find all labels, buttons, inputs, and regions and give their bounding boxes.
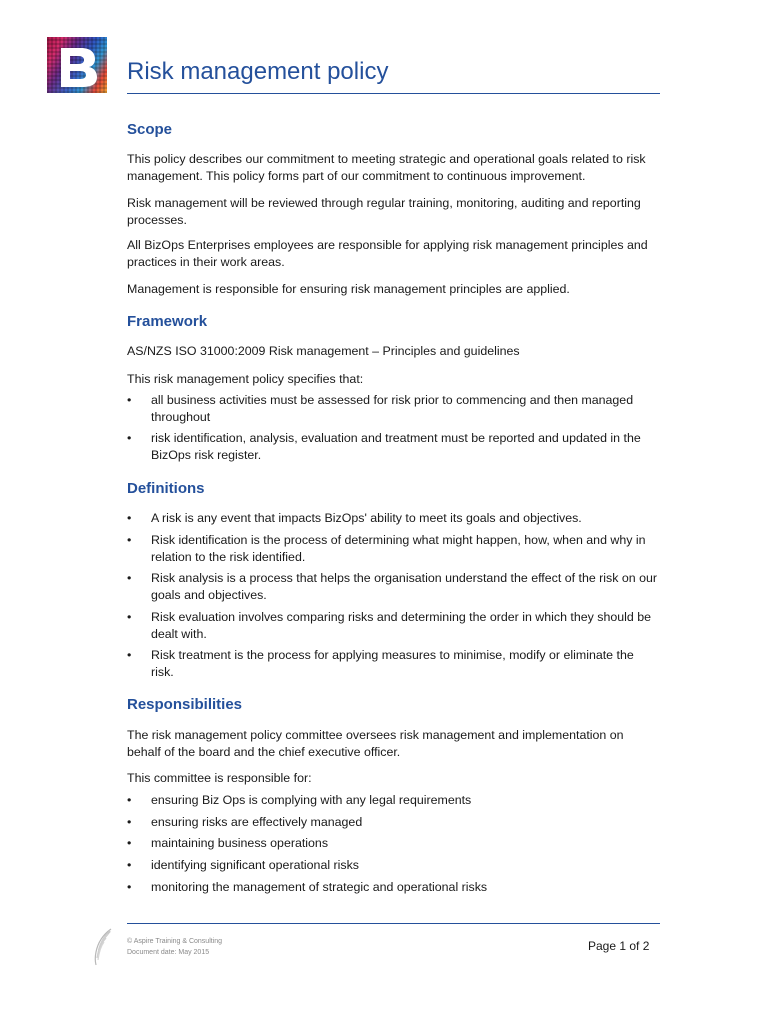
list-item: [127, 879, 657, 896]
page-number: Page 1 of 2: [588, 939, 650, 953]
scope-paragraph: Risk management will be reviewed through regular training, monitoring, auditing and reporting processes.: [127, 196, 641, 227]
list-item: [127, 510, 657, 527]
bullet-icon: •: [127, 610, 132, 624]
list-item: [127, 857, 657, 874]
list-item-text: ensuring Biz Ops is complying with any legal requirements: [151, 793, 472, 807]
bullet-icon: •: [127, 793, 132, 807]
bullet-icon: •: [127, 836, 132, 850]
footer-divider: [127, 923, 660, 924]
bullet-icon: •: [127, 858, 132, 872]
bullet-icon: •: [127, 648, 132, 662]
list-item: [127, 532, 657, 566]
list-item: [127, 570, 657, 604]
list-item-text: monitoring the management of strategic and operational risks: [151, 880, 488, 894]
list-item: [127, 392, 657, 426]
list-item-text: maintaining business operations: [151, 836, 329, 850]
list-item: [127, 814, 657, 831]
list-item-text: identifying significant operational risks: [151, 858, 359, 872]
footer-copyright: © Aspire Training & Consulting: [127, 938, 223, 945]
feather-icon: [92, 928, 114, 966]
definitions-heading: Definitions: [127, 480, 205, 497]
bullet-icon: •: [127, 533, 132, 547]
list-item-text: ensuring risks are effectively managed: [151, 815, 363, 829]
list-item: [127, 430, 657, 464]
bullet-icon: •: [127, 880, 132, 894]
company-logo: [47, 37, 107, 93]
list-item-text: Risk analysis is a process that helps the organisation understand the effect of the risk on our goals and objectives.: [151, 571, 658, 602]
list-item: [127, 609, 657, 643]
scope-paragraph: This policy describes our commitment to meeting strategic and operational goals related to risk management. This policy forms part of our commitment to continuous improvement.: [127, 152, 646, 183]
responsibilities-paragraph: The risk management policy committee oversees risk management and implementation on behalf of the board and the chief executive officer.: [127, 728, 624, 759]
list-item-text: Risk evaluation involves comparing risks and determining the order in which they should be dealt with.: [151, 610, 652, 641]
bullet-icon: •: [127, 511, 132, 525]
title-divider: [127, 93, 660, 94]
framework-standard: AS/NZS ISO 31000:2009 Risk management – Principles and guidelines: [127, 344, 520, 358]
scope-paragraph: All BizOps Enterprises employees are responsible for applying risk management principles and practices in their work areas.: [127, 238, 648, 269]
list-item-text: Risk identification is the process of determining what might happen, how, when and why in relation to the risk identified.: [151, 533, 646, 564]
bullet-icon: •: [127, 571, 132, 585]
list-item-text: risk identification, analysis, evaluation and treatment must be reported and updated in the BizOps risk register.: [151, 431, 641, 462]
responsibilities-intro: This committee is responsible for:: [127, 771, 312, 785]
responsibilities-heading: Responsibilities: [127, 696, 243, 713]
list-item: [127, 647, 657, 681]
scope-heading: Scope: [127, 121, 173, 138]
list-item-text: Risk treatment is the process for applying measures to minimise, modify or eliminate the risk.: [151, 648, 634, 679]
bullet-icon: •: [127, 815, 132, 829]
list-item-text: all business activities must be assessed for risk prior to commencing and then managed throughout: [151, 393, 634, 424]
bullet-icon: •: [127, 393, 132, 407]
page-title: Risk management policy: [127, 58, 389, 85]
footer-document-date: Document date: May 2015: [127, 949, 210, 956]
framework-heading: Framework: [127, 313, 208, 330]
bullet-icon: •: [127, 431, 132, 445]
framework-intro: This risk management policy specifies that:: [127, 372, 364, 386]
scope-paragraph: Management is responsible for ensuring risk management principles are applied.: [127, 282, 570, 296]
logo-b-icon: [47, 37, 107, 93]
list-item-text: A risk is any event that impacts BizOps' ability to meet its goals and objectives.: [151, 511, 582, 525]
list-item: [127, 835, 657, 852]
list-item: [127, 792, 657, 809]
